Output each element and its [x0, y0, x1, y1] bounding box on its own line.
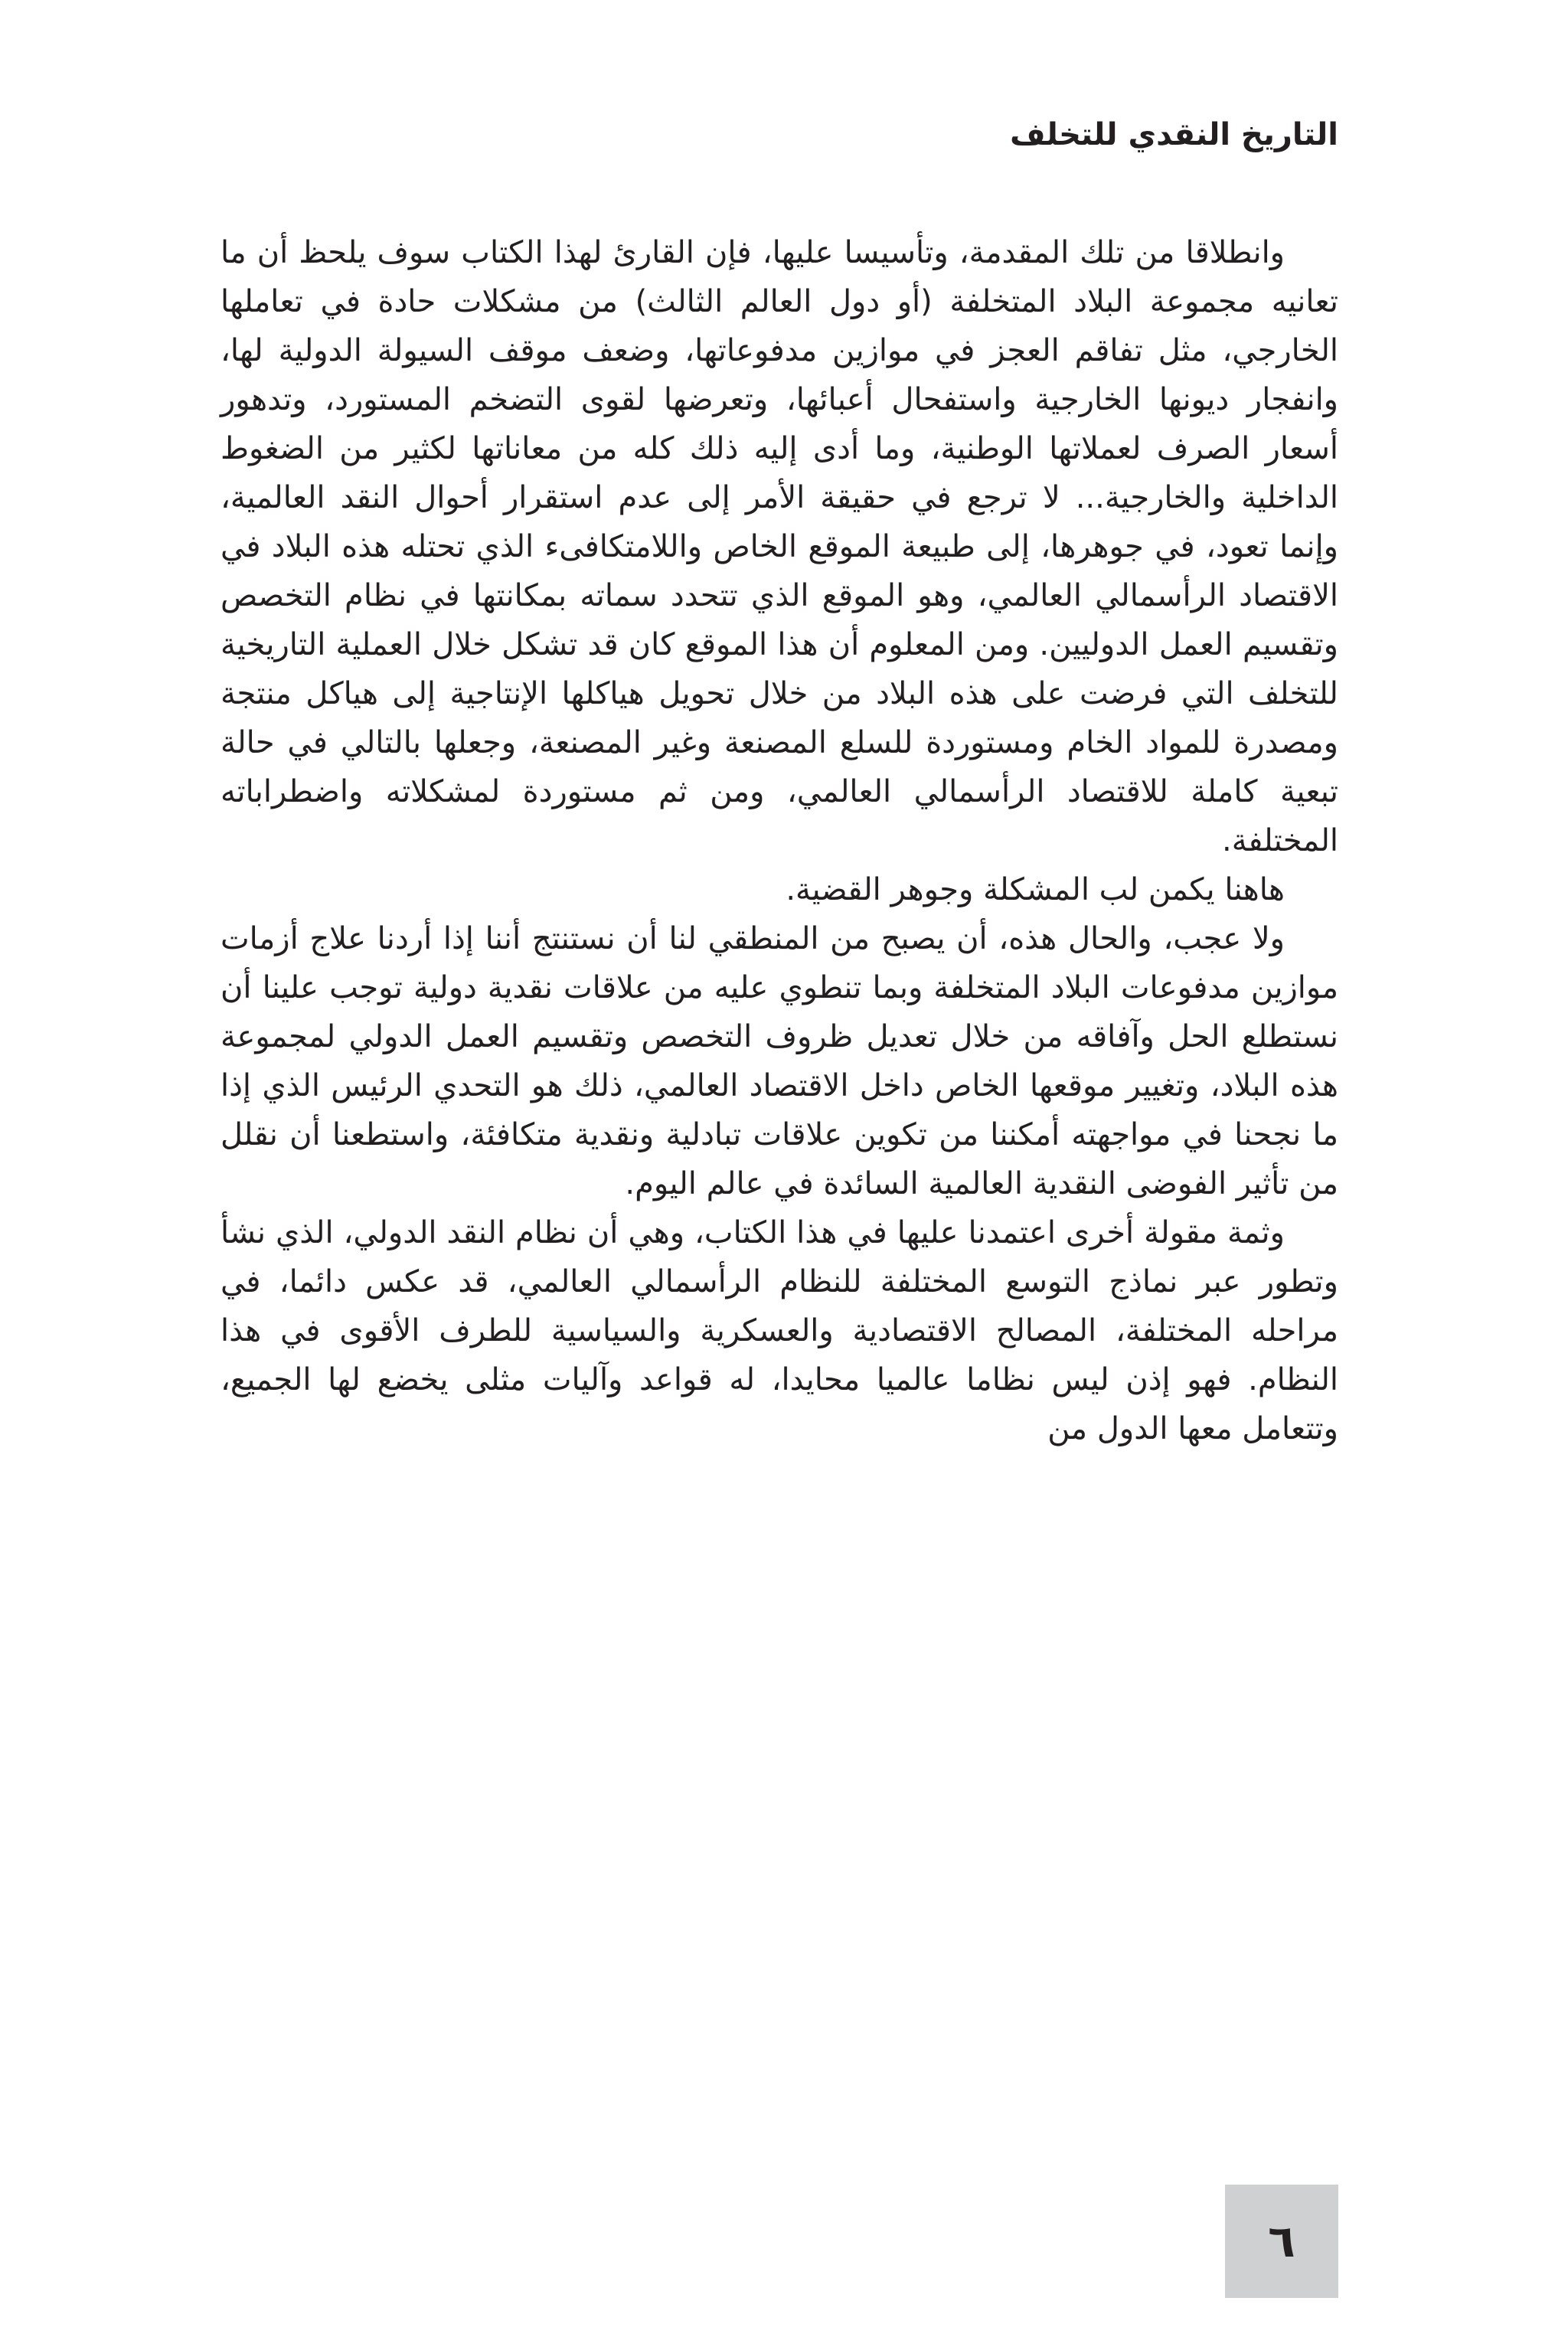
paragraph-4: وثمة مقولة أخرى اعتمدنا عليها في هذا الكتاب، وهي أن نظام النقد الدولي، الذي نشأ وتطور عبر نماذج التوسع المختلفة للنظام الرأسمالي العالمي، قد عكس دائما، في مراحله المختلفة، المصالح الاقتصادية والعسكرية والسياسية للطرف الأقوى في هذا النظام. فهو إذن ليس نظاما عالميا محايدا، له قواعد وآليات مثلى يخضع لها الجميع، وتتعامل معها الدول من: [220, 1215, 1338, 1446]
paragraph-1: وانطلاقا من تلك المقدمة، وتأسيسا عليها، فإن القارئ لهذا الكتاب سوف يلحظ أن ما تعانيه مجموعة البلاد المتخلفة (أو دول العالم الثالث) من مشكلات حادة في تعاملها الخارجي، مثل تفاقم العجز في موازين مدفوعاتها، وضعف موقف السيولة الدولية لها، وانفجار ديونها الخارجية واستفحال أعبائها، وتعرضها لقوى التضخم المستورد، وتدهور أسعار الصرف لعملاتها الوطنية، وما أدى إليه ذلك كله من معاناتها لكثير من الضغوط الداخلية والخارجية... لا ترجع في حقيقة الأمر إلى عدم استقرار أحوال النقد العالمية، وإنما تعود، في جوهرها، إلى طبيعة الموقع الخاص واللامتكافىء الذي تحتله هذه البلاد في الاقتصاد الرأسمالي العالمي، وهو الموقع الذي تتحدد سماته بمكانتها في نظام التخصص وتقسيم العمل الدوليين. ومن المعلوم أن هذا الموقع كان قد تشكل خلال العملية التاريخية للتخلف التي فرضت على هذه البلاد من خلال تحويل هياكلها الإنتاجية إلى هياكل منتجة ومصدرة للمواد الخام ومستوردة للسلع المصنعة وغير المصنعة، وجعلها بالتالي في حالة تبعية كاملة للاقتصاد الرأسمالي العالمي، ومن ثم مستوردة لمشكلاته واضطراباته المختلفة.: [220, 235, 1338, 858]
paragraph-3: ولا عجب، والحال هذه، أن يصبح من المنطقي لنا أن نستنتج أننا إذا أردنا علاج أزمات موازين مدفوعات البلاد المتخلفة وبما تنطوي عليه من علاقات نقدية دولية توجب علينا أن نستطلع الحل وآفاقه من خلال تعديل ظروف التخصص وتقسيم العمل الدولي لمجموعة هذه البلاد، وتغيير موقعها الخاص داخل الاقتصاد العالمي، ذلك هو التحدي الرئيس الذي إذا ما نجحنا في مواجهته أمكننا من تكوين علاقات تبادلية ونقدية متكافئة، واستطعنا أن نقلل من تأثير الفوضى النقدية العالمية السائدة في عالم اليوم.: [220, 921, 1338, 1201]
page-number-box: [1225, 2185, 1338, 2298]
paragraph-2: هاهنا يكمن لب المشكلة وجوهر القضية.: [786, 872, 1285, 907]
page-number: ٦: [1268, 2215, 1295, 2267]
running-head-title: التاريخ النقدي للتخلف: [1010, 117, 1338, 152]
body-text: [220, 228, 1338, 1453]
